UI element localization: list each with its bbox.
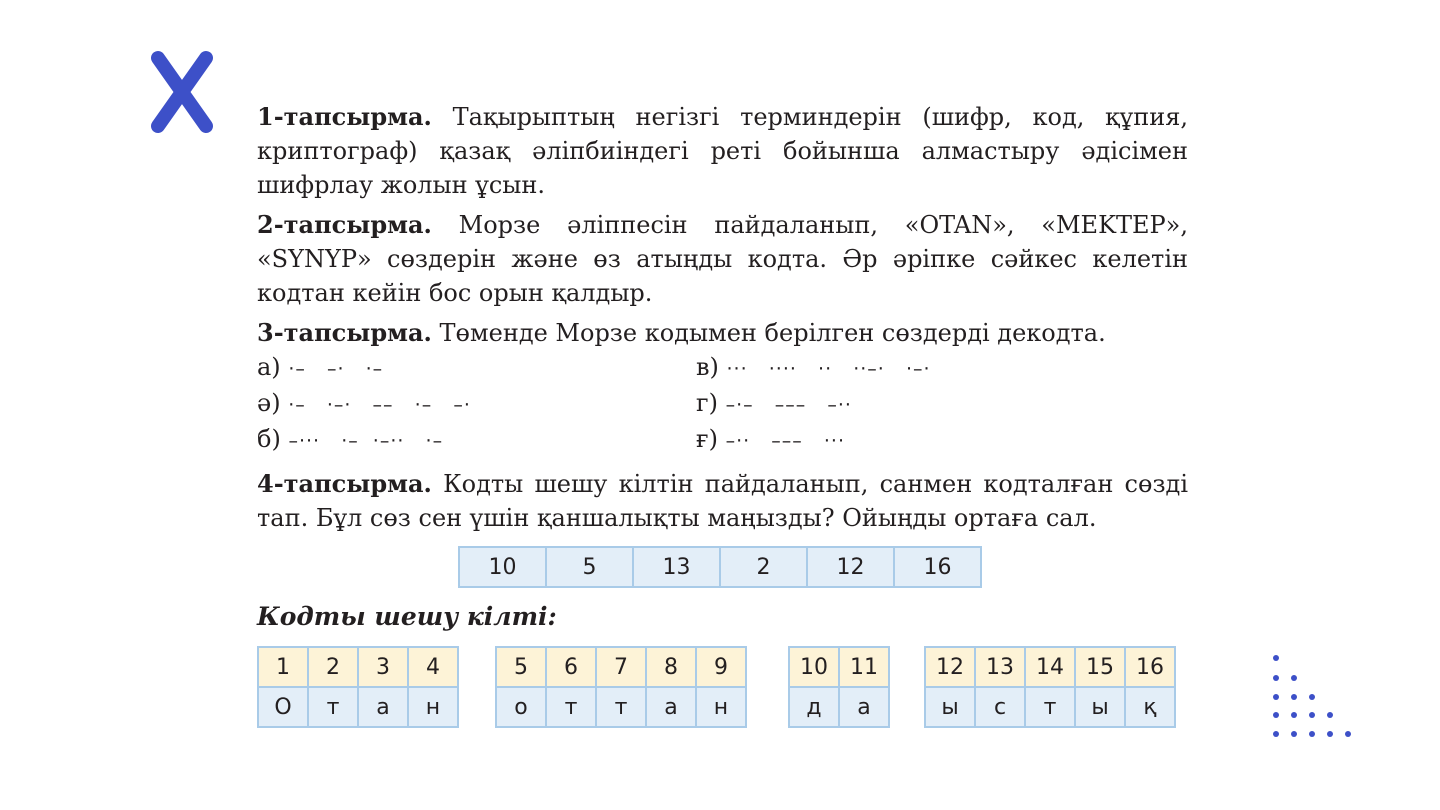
key-number-cell: 2 bbox=[308, 647, 358, 687]
key-group-1 bbox=[257, 646, 459, 728]
dotted-triangle-icon bbox=[1268, 652, 1358, 742]
morse-item-ae: ә) ·– ·–· –– ·– –· bbox=[257, 389, 471, 417]
morse-item-g: г) –·– ––– –·· bbox=[696, 389, 852, 417]
cipher-cell: 10 bbox=[459, 547, 546, 587]
task-3-label: 3-тапсырма. bbox=[257, 318, 432, 347]
key-letter-cell: т bbox=[1025, 687, 1075, 727]
morse-code: ··· ···· ·· ··–· ·–· bbox=[726, 358, 931, 380]
key-letter-cell: н bbox=[696, 687, 746, 727]
key-letter-cell: д bbox=[789, 687, 839, 727]
task-4 bbox=[257, 467, 1188, 535]
key-letter-cell: т bbox=[308, 687, 358, 727]
key-number-cell: 7 bbox=[596, 647, 646, 687]
cipher-number-table bbox=[458, 546, 982, 588]
cipher-cell: 5 bbox=[546, 547, 633, 587]
task-4-text: Кодты шешу кілтін пайдаланып, санмен кодталған сөзді тап. Бұл сөз сен үшін қаншалықты маңызды? Ойыңды ортаға сал. bbox=[257, 470, 1188, 532]
key-number-cell: 13 bbox=[975, 647, 1025, 687]
key-group-3 bbox=[788, 646, 890, 728]
morse-code: ·– ·–· –– ·– –· bbox=[288, 394, 471, 416]
key-number-cell: 9 bbox=[696, 647, 746, 687]
key-number-cell: 6 bbox=[546, 647, 596, 687]
task-1 bbox=[257, 100, 1188, 202]
key-group-4 bbox=[924, 646, 1176, 728]
blue-x-cross-icon bbox=[146, 48, 218, 136]
morse-code-list bbox=[257, 350, 1188, 458]
key-letter-cell: т bbox=[546, 687, 596, 727]
task-1-text: Тақырыптың негізгі терминдерін (шифр, код, құпия, криптограф) қазақ әліпбиіндегі реті бойынша алмастыру әдісімен шифрлау жолын ұсын. bbox=[257, 103, 1188, 199]
key-number-cell: 11 bbox=[839, 647, 889, 687]
key-letter-cell: с bbox=[975, 687, 1025, 727]
morse-item-v: в) ··· ···· ·· ··–· ·–· bbox=[696, 353, 931, 381]
key-letter-cell: а bbox=[358, 687, 408, 727]
cipher-cell: 16 bbox=[894, 547, 981, 587]
key-letter-cell: қ bbox=[1125, 687, 1175, 727]
key-number-cell: 14 bbox=[1025, 647, 1075, 687]
task-4-label: 4-тапсырма. bbox=[257, 469, 432, 498]
cipher-cell: 12 bbox=[807, 547, 894, 587]
morse-code: –·· ––– ··· bbox=[725, 430, 845, 452]
key-number-cell: 8 bbox=[646, 647, 696, 687]
morse-code: –··· ·– ·–·· ·– bbox=[288, 430, 444, 452]
key-number-cell: 12 bbox=[925, 647, 975, 687]
morse-item-a: а) ·– –· ·– bbox=[257, 353, 384, 381]
key-letter-cell: О bbox=[258, 687, 308, 727]
key-letter-cell: ы bbox=[925, 687, 975, 727]
task-1-label: 1-тапсырма. bbox=[257, 102, 432, 131]
key-number-cell: 4 bbox=[408, 647, 458, 687]
key-letter-cell: т bbox=[596, 687, 646, 727]
morse-item-b: б) –··· ·– ·–·· ·– bbox=[257, 425, 444, 453]
key-number-cell: 1 bbox=[258, 647, 308, 687]
task-content bbox=[257, 100, 1188, 541]
task-2-text: Морзе әліппесін пайдаланып, «OTAN», «MEKTEP», «SYNYP» сөздерін және өз атыңды кодта. Әр әріпке сәйкес келетін кодтан кейін бос орын қалдыр. bbox=[257, 211, 1188, 307]
key-letter-cell: ы bbox=[1075, 687, 1125, 727]
task-2 bbox=[257, 208, 1188, 310]
key-number-cell: 15 bbox=[1075, 647, 1125, 687]
cipher-cell: 13 bbox=[633, 547, 720, 587]
key-letter-cell: н bbox=[408, 687, 458, 727]
cipher-cell: 2 bbox=[720, 547, 807, 587]
key-group-2 bbox=[495, 646, 747, 728]
decode-key-title: Кодты шешу кілті: bbox=[257, 602, 557, 631]
task-3-text: Төменде Морзе кодымен берілген сөздерді декодта. bbox=[431, 319, 1106, 347]
morse-code: ·– –· ·– bbox=[288, 358, 384, 380]
key-number-cell: 5 bbox=[496, 647, 546, 687]
key-number-cell: 10 bbox=[789, 647, 839, 687]
key-letter-cell: а bbox=[646, 687, 696, 727]
task-2-label: 2-тапсырма. bbox=[257, 210, 432, 239]
morse-code: –·– ––– –·· bbox=[725, 394, 852, 416]
morse-item-gh: ғ) –·· ––– ··· bbox=[696, 425, 845, 453]
task-3 bbox=[257, 316, 1188, 350]
key-number-cell: 16 bbox=[1125, 647, 1175, 687]
key-letter-cell: о bbox=[496, 687, 546, 727]
key-letter-cell: а bbox=[839, 687, 889, 727]
key-number-cell: 3 bbox=[358, 647, 408, 687]
